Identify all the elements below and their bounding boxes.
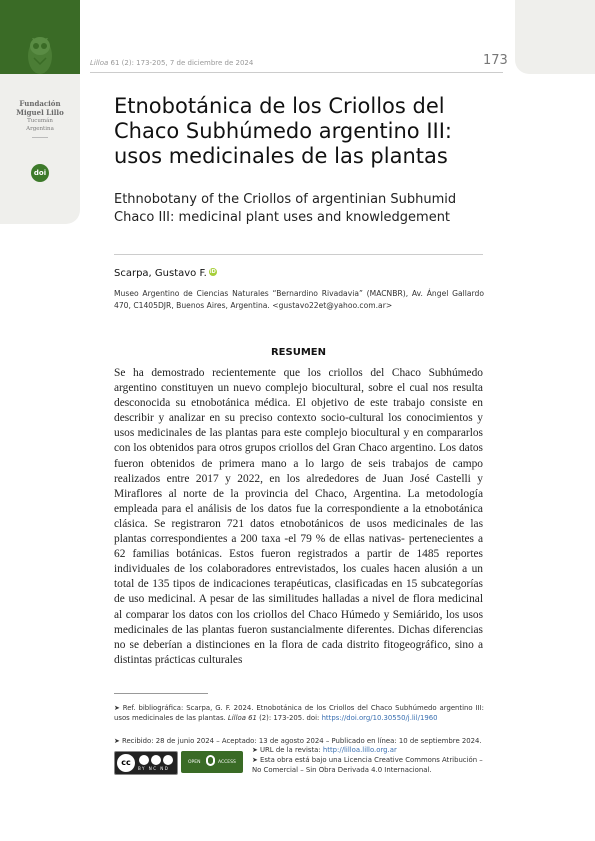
sidebar-divider	[32, 137, 48, 138]
footnote-divider	[114, 693, 208, 694]
license-statement: ➤ Esta obra está bajo una Licencia Creative Commons Atribución – No Comercial – Sin Obra Derivada 4.0 Internacional.	[252, 756, 483, 774]
running-header	[90, 59, 253, 67]
ref-issue: (2): 173-205. doi:	[256, 713, 322, 722]
resumen-text: Se ha demostrado recientemente que los criollos del Chaco Subhúmedo argentino constituyen un nuevo complejo biocultural, sobre el cual nos resulta desconocida su etnobotánica médica. El objetivo de este trabajo consiste en describir y analizar en su preciso contexto socio-cultural los conocimientos y usos medicinales de las plantas para este complejo biocultural y en compararlos con los obtenidos para otros grupos criollos del Gran Chaco argentino. Los datos fueron obtenidos de primera mano a lo largo de seis trabajos de campo realizados entre 2017 y 2022, en los alrededores de Juan José Castelli y Miraflores al norte de la provincia del Chaco, Argentina. La metodología empleada para el análisis de los datos fue la correspondiente a la etnobotánica clásica. Se registraron 721 datos etnobotánicos de usos medicinales de las plantas correspondientes a 200 taxa -el 79 % de ellas nativas- pertenecientes a 62 familias botánicas. Estos fueron registrados a partir de 1485 reportes individuales de los colaboradores entrevistados, los cuales hacen alusión a un total de 135 tipos de indicaciones terapéuticas, clasificadas en 15 subcategorías de uso medicinal. A pesar de las similitudes halladas a nivel de flora medicinal al comparar los datos con los criollos del Chaco Húmedo y Semiárido, los usos medicinales de las plantas fueron sustancialmente diferentes. Dichas diferencias no se deberían a distinciones en la flora de cada distrito fitogeográfico, sino a distintas prácticas culturales	[114, 367, 483, 666]
oa-access-label: ACCESS	[218, 760, 236, 765]
sidebar-panel	[0, 0, 80, 224]
author-affiliation: Museo Argentino de Ciencias Naturales “Bernardino Rivadavia” (MACNBR), Av. Ángel Gallardo 470, C1405DJR, Buenos Aires, Argentina. <gustavo22et@yahoo.com.ar>	[114, 289, 484, 310]
creative-commons-badge[interactable]	[114, 751, 178, 775]
title-spanish: Etnobotánica de los Criollos del Chaco Subhúmedo argentino III: usos medicinales de las plantas	[114, 94, 452, 168]
orcid-icon[interactable]: iD	[209, 269, 216, 275]
doi-icon[interactable]: doi	[31, 164, 49, 182]
institution-name: Fundación Miguel Lillo	[16, 99, 64, 117]
page-number: 173	[483, 53, 508, 68]
doi-link[interactable]: https://doi.org/10.30550/j.lil/1960	[321, 713, 438, 722]
journal-url-link[interactable]: http://lilloa.lillo.org.ar	[322, 746, 397, 754]
title-english: Ethnobotany of the Criollos of argentinian Subhumid Chaco III: medicinal plant uses and knowledgement	[114, 192, 457, 225]
title-divider	[114, 254, 483, 255]
oa-open-label: OPEN	[188, 760, 201, 765]
publication-dates: ➤ Recibido: 28 de junio 2024 – Aceptado: 13 de agosto 2024 – Publicado en línea: 10 de septiembre 2024.	[114, 737, 482, 745]
owl-logo-icon	[0, 0, 80, 74]
bibliographic-reference	[114, 704, 484, 723]
citation-info: 61 (2): 173-205, 7 de diciembre de 2024	[108, 59, 254, 67]
nc-icon	[151, 755, 161, 765]
url-label: ➤ URL de la revista:	[252, 746, 323, 754]
page-corner-tab	[515, 0, 595, 74]
ref-journal: Lilloa 61	[227, 713, 257, 722]
nd-icon	[163, 755, 173, 765]
open-access-badge[interactable]	[181, 751, 243, 773]
journal-name: Lilloa	[90, 59, 109, 67]
journal-url-line	[252, 746, 484, 756]
institution-logo	[0, 0, 80, 74]
institution-location: Tucumán Argentina	[26, 118, 54, 132]
header-divider	[90, 72, 503, 73]
by-icon	[139, 755, 149, 765]
ref-text: ➤ Ref. bibliográfica: Scarpa, G. F. 2024. Etnobotánica de los Criollos del Chaco Subhúmedo argentino III: usos medicinales de las plantas.	[114, 704, 484, 722]
author-line	[114, 268, 217, 279]
cc-license-terms: BY NC ND	[138, 766, 170, 771]
author-name: Scarpa, Gustavo F.	[114, 268, 207, 279]
open-lock-icon	[206, 755, 215, 766]
resumen-heading: RESUMEN	[270, 347, 326, 358]
cc-icon: cc	[117, 754, 135, 772]
